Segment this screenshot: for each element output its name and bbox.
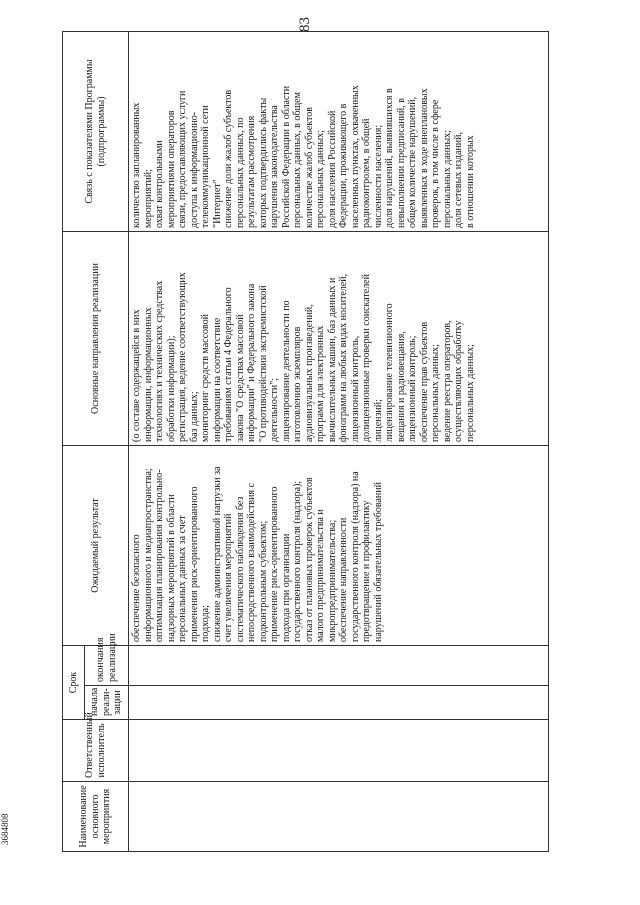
header-expected-result: Ожидаемый результат — [63, 446, 129, 646]
header-term-end: окончания реализации — [85, 646, 129, 686]
cell-main-directions: (о составе содержащейся в них информации, информационных технологиях и технических средствах обработки информации); регистрация, ведение соответствующих баз данных; мониторинг средств массовой информации на соответствие требованиям статьи 4 Федерального закона "О средствах массовой информации" и Федерального закона "О противодействии экстремистской деятельности"; лицензирование деятельности по изготовлению экземпляров аудиовизуальных произведений, программ для электронных вычислительных машин, баз данных и фонограмм на любых видах носителей, лицензионный контроль, долицензионные проверки соискателей лицензий; лицензирование телевизионного вещания и радиовещания, лицензионный контроль; обеспечение прав субъектов персональных данных; ведение реестра операторов, осуществляющих обработку персональных данных; — [129, 232, 549, 446]
header-link-to-indicators: Связь с показателями Программы (подпрограммы) — [63, 32, 129, 232]
cell-expected-result: обеспечение безопасного информационного и медиапространства; оптимизация планирования контрольно- надзорных мероприятий в области персональных данных за счет применения риск-ориентированного подхода; снижение административной нагрузки за счет увеличения мероприятий систематического наблюдения без непосредственного взаимодействия с подконтрольным субъектом; применение риск-ориентированного подхода при организации государственного контроля (надзора); отказ от плановых проверок субъектов малого предпринимательства и микропредпринимательства; обеспечение направленности государственного контроля (надзора) на предотвращение и профилактику нарушений обязательных требований — [129, 446, 549, 646]
program-activities-table — [62, 31, 549, 852]
header-row-1 — [63, 32, 85, 852]
cell-executor — [129, 720, 549, 782]
table-row — [129, 32, 549, 852]
header-term-start: начала реали-зации — [85, 686, 129, 720]
header-activity-name: Наименование основного мероприятия — [63, 782, 129, 852]
page-number: 83 — [297, 17, 313, 32]
header-main-directions: Основные направления реализации — [63, 232, 129, 446]
cell-term-start — [129, 686, 549, 720]
document-code: 3684808 — [0, 813, 10, 845]
header-term: Срок — [63, 646, 85, 720]
cell-link-to-indicators: количество запланированных мероприятий; охват контрольными мероприятиями операторов связи, предоставляющих услуги доступа к информационно- телекоммуникационной сети "Интернет" снижение доли жалоб субъектов персональных данных, по результатам рассмотрения которых подтвердились факты нарушения законодательства Российской Федерации в области персональных данных, в общем количестве жалоб субъектов персональных данных; доля населения Российской Федерации, проживающего в населенных пунктах, охваченных радиоконтролем, в общей численности населения; доля нарушений, выявившихся в невыполнении предписаний, в общем количестве нарушений, выявленных в ходе внеплановых проверок, в том числе в сфере персональных данных; доля сетевых изданий, в отношении которых — [129, 32, 549, 232]
cell-activity-name — [129, 782, 549, 852]
cell-term-end — [129, 646, 549, 686]
rotated-page-content — [62, 32, 577, 852]
header-executor: Ответственный исполнитель — [63, 720, 129, 782]
